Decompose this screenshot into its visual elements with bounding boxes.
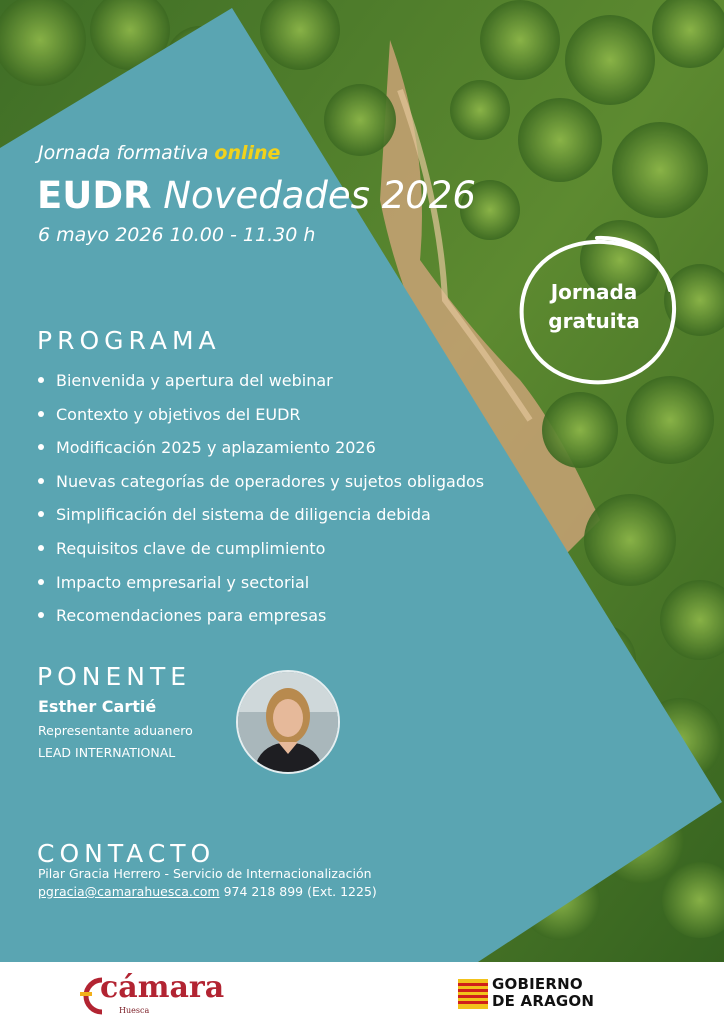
list-item: Simplificación del sistema de diligencia debida (32, 502, 484, 536)
bullet-icon (38, 478, 44, 484)
bullet-icon (38, 377, 44, 383)
speaker-organization: LEAD INTERNATIONAL (38, 745, 176, 760)
event-date: 6 mayo 2026 10.00 - 11.30 h (38, 224, 316, 246)
contact-email-link[interactable]: pgracia@camarahuesca.com (38, 884, 220, 899)
contact-details (38, 884, 377, 899)
list-item: Requisitos clave de cumplimiento (32, 536, 484, 570)
speaker-avatar (236, 670, 340, 774)
bullet-icon (38, 545, 44, 551)
bullet-icon (38, 579, 44, 585)
aragon-flag-icon (458, 979, 488, 1009)
speaker-role: Representante aduanero (38, 723, 193, 738)
camara-logo-subtext: Huesca (119, 1006, 150, 1015)
gobierno-aragon-logo-text: GOBIERNO DE ARAGON (492, 975, 595, 1010)
bullet-icon (38, 444, 44, 450)
online-highlight: online (214, 142, 281, 164)
ponente-heading: PONENTE (37, 662, 192, 691)
speaker-name: Esther Cartié (38, 697, 157, 716)
list-item: Recomendaciones para empresas (32, 603, 484, 637)
programa-list (32, 368, 484, 637)
bullet-icon (38, 612, 44, 618)
list-item: Bienvenida y apertura del webinar (32, 368, 484, 402)
list-item: Impacto empresarial y sectorial (32, 570, 484, 604)
bullet-icon (38, 411, 44, 417)
list-item: Modificación 2025 y aplazamiento 2026 (32, 435, 484, 469)
camara-logo-text: cámara (100, 970, 225, 1005)
list-item: Nuevas categorías de operadores y sujetos obligados (32, 469, 484, 503)
free-event-badge-text: Jornada gratuita (548, 280, 640, 333)
list-item: Contexto y objetivos del EUDR (32, 402, 484, 436)
event-title: EUDR Novedades 2026 (37, 174, 476, 217)
contact-phone: 974 218 899 (Ext. 1225) (223, 884, 377, 899)
contacto-heading: CONTACTO (37, 839, 216, 868)
contact-person: Pilar Gracia Herrero - Servicio de Internacionalización (38, 866, 372, 881)
programa-heading: PROGRAMA (37, 326, 221, 355)
event-subtitle: Jornada formativa online (38, 142, 281, 164)
bullet-icon (38, 511, 44, 517)
